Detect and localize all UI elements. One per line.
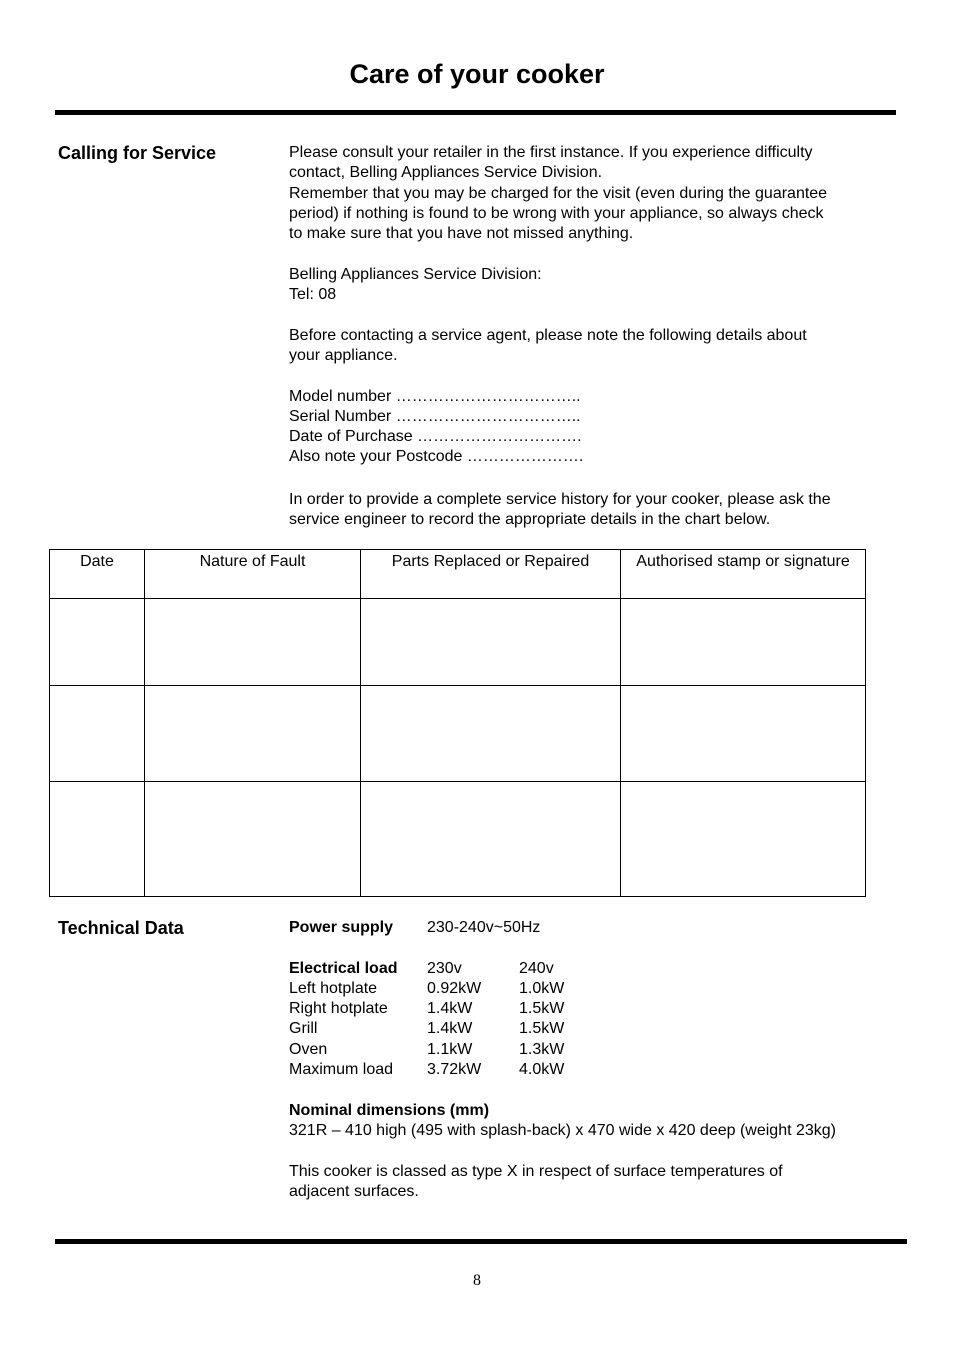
load-240: 1.5kW xyxy=(519,1020,565,1038)
power-supply-label: Power supply xyxy=(289,919,394,936)
postcode-field: Also note your Postcode …………………. xyxy=(289,448,584,466)
load-row-maximum xyxy=(289,1060,836,1080)
model-number-field: Model number …………………………….. xyxy=(289,387,581,405)
text-line: Remember that you may be charged for the visit (even during the guarantee xyxy=(289,184,828,202)
load-label: Grill xyxy=(289,1020,318,1038)
text-line: period) if nothing is found to be wrong with your appliance, so always check xyxy=(289,204,824,222)
page-number: 8 xyxy=(473,1272,481,1289)
calling-for-service-heading: Calling for Service xyxy=(58,143,217,163)
calling-for-service-text xyxy=(289,143,831,530)
load-240: 1.5kW xyxy=(519,1000,565,1018)
load-row-right-hotplate xyxy=(289,999,836,1019)
load-label: Right hotplate xyxy=(289,1000,388,1018)
load-230: 1.4kW xyxy=(427,1000,473,1018)
header-authorised-stamp: Authorised stamp or signature xyxy=(621,550,866,599)
electrical-load-label: Electrical load xyxy=(289,959,398,977)
table-row xyxy=(50,686,866,782)
table-cell xyxy=(50,782,145,897)
top-rule xyxy=(55,110,896,115)
dimensions-heading: Nominal dimensions (mm) xyxy=(289,1101,490,1119)
table-row xyxy=(50,599,866,686)
text-line: service engineer to record the appropriate details in the chart below. xyxy=(289,511,771,529)
load-label: Maximum load xyxy=(289,1061,394,1079)
power-supply-value: 230-240v~50Hz xyxy=(427,919,541,936)
classification-text: This cooker is classed as type X in respect of surface temperatures of xyxy=(289,1162,783,1180)
bottom-rule xyxy=(55,1239,907,1244)
table-cell xyxy=(145,599,361,686)
voltage-240-header: 240v xyxy=(519,959,554,977)
table-cell xyxy=(50,686,145,782)
load-230: 3.72kW xyxy=(427,1061,482,1079)
table-cell xyxy=(145,782,361,897)
load-row-oven xyxy=(289,1040,836,1060)
text-line: to make sure that you have not missed anything. xyxy=(289,225,634,243)
load-230: 1.4kW xyxy=(427,1020,473,1038)
classification-text: adjacent surfaces. xyxy=(289,1182,419,1200)
load-240: 4.0kW xyxy=(519,1061,565,1079)
technical-data-block xyxy=(289,918,836,1202)
header-parts-replaced: Parts Replaced or Repaired xyxy=(361,550,621,599)
table-cell xyxy=(145,686,361,782)
table-cell xyxy=(621,686,866,782)
load-240: 1.0kW xyxy=(519,979,565,997)
load-row-grill xyxy=(289,1019,836,1039)
table-cell xyxy=(621,782,866,897)
text-line: Before contacting a service agent, please note the following details about xyxy=(289,326,807,344)
text-line: Please consult your retailer in the first instance. If you experience difficulty xyxy=(289,144,813,161)
table-cell xyxy=(361,599,621,686)
header-date: Date xyxy=(50,550,145,599)
table-cell xyxy=(361,782,621,897)
serial-number-field: Serial Number …………………………….. xyxy=(289,407,581,425)
load-240: 1.3kW xyxy=(519,1040,565,1058)
dimensions-text: 321R – 410 high (495 with splash-back) x 470 wide x 420 deep (weight 23kg) xyxy=(289,1121,836,1139)
load-label: Oven xyxy=(289,1040,328,1058)
table-row xyxy=(50,782,866,897)
table-cell xyxy=(50,599,145,686)
text-line: contact, Belling Appliances Service Division. xyxy=(289,164,603,182)
load-230: 1.1kW xyxy=(427,1040,473,1058)
service-division: Belling Appliances Service Division: xyxy=(289,265,542,283)
date-of-purchase-field: Date of Purchase …………………………. xyxy=(289,428,582,446)
text-line: your appliance. xyxy=(289,346,398,364)
table-cell xyxy=(361,686,621,782)
technical-data-heading: Technical Data xyxy=(58,918,184,938)
text-line: In order to provide a complete service history for your cooker, please ask the xyxy=(289,490,831,508)
service-telephone: Tel: 08 xyxy=(289,286,337,304)
voltage-230-header: 230v xyxy=(427,959,462,977)
page-title: Care of your cooker xyxy=(349,59,605,89)
header-nature-of-fault: Nature of Fault xyxy=(145,550,361,599)
load-row-left-hotplate xyxy=(289,979,836,999)
table-header-row xyxy=(50,550,866,599)
table-cell xyxy=(621,599,866,686)
service-history-table xyxy=(49,549,866,897)
load-label: Left hotplate xyxy=(289,979,378,997)
load-230: 0.92kW xyxy=(427,979,482,997)
